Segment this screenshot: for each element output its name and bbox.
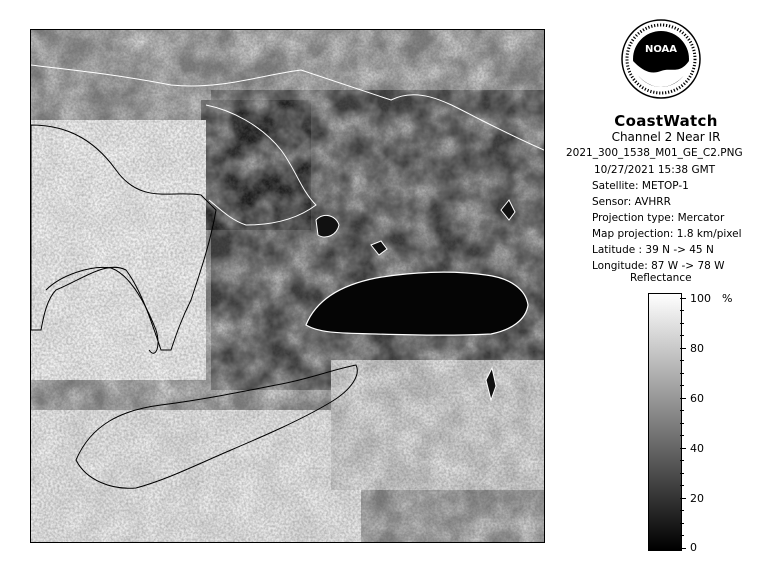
colorbar-unit: % — [722, 292, 733, 305]
colorbar-minor-tick — [680, 473, 684, 474]
colorbar-minor-tick — [680, 373, 684, 374]
colorbar-minor-tick — [680, 385, 684, 386]
colorbar-label: 60 — [690, 392, 704, 405]
satellite-info: Satellite: METOP-1 — [592, 180, 689, 192]
longitude-range: Longitude: 87 W -> 78 W — [592, 260, 725, 272]
colorbar-tick — [680, 398, 686, 399]
colorbar-minor-tick — [680, 510, 684, 511]
noaa-logo — [621, 19, 701, 99]
logo-label: NOAA — [644, 44, 678, 55]
colorbar-title: Reflectance — [630, 272, 692, 284]
colorbar-label: 80 — [690, 342, 704, 355]
colorbar-label: 40 — [690, 442, 704, 455]
colorbar-tick — [680, 298, 686, 299]
colorbar-tick — [680, 548, 686, 549]
date-time: 10/27/2021 15:38 GMT — [594, 164, 716, 176]
colorbar-label: 100 — [690, 292, 711, 305]
product-title: CoastWatch — [614, 112, 718, 130]
latitude-range: Latitude : 39 N -> 45 N — [592, 244, 714, 256]
sensor-info: Sensor: AVHRR — [592, 196, 671, 208]
colorbar-tick — [680, 348, 686, 349]
colorbar-minor-tick — [680, 360, 684, 361]
colorbar-minor-tick — [680, 310, 684, 311]
colorbar-tick — [680, 448, 686, 449]
colorbar-minor-tick — [680, 323, 684, 324]
colorbar-label: 0 — [690, 541, 697, 554]
colorbar-label: 20 — [690, 492, 704, 505]
colorbar-minor-tick — [680, 423, 684, 424]
colorbar-minor-tick — [680, 535, 684, 536]
colorbar-tick — [680, 498, 686, 499]
file-name: 2021_300_1538_M01_GE_C2.PNG — [566, 147, 743, 159]
satellite-map — [30, 29, 545, 543]
noaa-seal-icon — [621, 19, 701, 99]
map-projection: Map projection: 1.8 km/pixel — [592, 228, 742, 240]
projection-type: Projection type: Mercator — [592, 212, 725, 224]
channel-subtitle: Channel 2 Near IR — [611, 130, 721, 144]
colorbar-minor-tick — [680, 435, 684, 436]
colorbar-minor-tick — [680, 523, 684, 524]
colorbar-minor-tick — [680, 410, 684, 411]
reflectance-colorbar — [648, 293, 682, 551]
colorbar-minor-tick — [680, 335, 684, 336]
colorbar-minor-tick — [680, 460, 684, 461]
colorbar-minor-tick — [680, 485, 684, 486]
map-image — [31, 30, 544, 542]
